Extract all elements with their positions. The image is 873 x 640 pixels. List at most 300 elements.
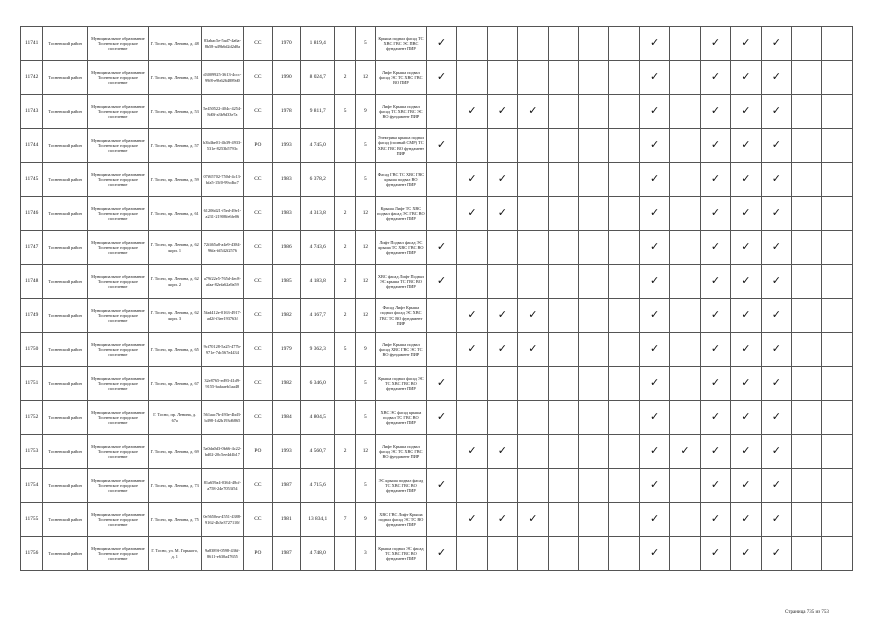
cell-address: Г. Тосно, ул. М. Горького, д. 1 <box>148 537 201 571</box>
cell-municipality: Муниципальное образование Тосненское городское поселение <box>87 299 148 333</box>
cell-check <box>761 367 791 401</box>
cell-check <box>700 401 730 435</box>
cell-works: ХВС ЭС фасад крыша подвал ТС ГВС ВО фундамент ПИР <box>376 401 427 435</box>
cell-municipality: Муниципальное образование Тосненское городское поселение <box>87 197 148 231</box>
cell-check <box>761 163 791 197</box>
cell-address: Г. Тосно, пр. Ленина, д. 73 <box>148 469 201 503</box>
cell-check <box>518 401 548 435</box>
cell-check <box>548 401 578 435</box>
check-mark-icon: ✓ <box>741 343 751 355</box>
cell-check <box>670 537 700 571</box>
cell-area: 1 819,4 <box>301 27 335 61</box>
check-mark-icon: ✓ <box>741 547 751 559</box>
cell-check <box>578 61 608 95</box>
cell-works: Электрика крыша подвал фасад (полный СМР) ТС ХВС ГВС ВО фундамент ПИР <box>376 129 427 163</box>
cell-entrances: 2 <box>335 231 355 265</box>
check-mark-icon: ✓ <box>649 173 660 185</box>
cell-check <box>457 163 487 197</box>
cell-id: 11741 <box>21 27 43 61</box>
cell-check <box>731 503 761 537</box>
cell-check <box>426 401 456 435</box>
cell-check <box>731 95 761 129</box>
cell-check <box>609 503 639 537</box>
table-row <box>21 95 853 129</box>
cell-district: Тосненский район <box>43 469 88 503</box>
check-mark-icon: ✓ <box>771 207 781 219</box>
cell-check <box>731 265 761 299</box>
cell-check <box>822 537 853 571</box>
cell-check <box>700 333 730 367</box>
cell-entrances: 2 <box>335 61 355 95</box>
cell-address: Г. Тосно, пр. Ленина, д. 65 <box>148 333 201 367</box>
cell-address: Г. Тосно, пр. Ленина, д. 51 <box>148 61 201 95</box>
check-mark-icon: ✓ <box>741 71 751 83</box>
cell-check <box>670 299 700 333</box>
cell-check <box>792 163 822 197</box>
cell-year: 1990 <box>272 61 300 95</box>
cell-check <box>822 503 853 537</box>
cell-check <box>578 537 608 571</box>
cell-id: 11742 <box>21 61 43 95</box>
cell-check <box>731 197 761 231</box>
cell-id: 11743 <box>21 95 43 129</box>
check-mark-icon: ✓ <box>497 343 507 355</box>
cell-check <box>670 61 700 95</box>
cell-district: Тосненский район <box>43 231 88 265</box>
cell-year: 1986 <box>272 231 300 265</box>
cell-check <box>822 401 853 435</box>
check-mark-icon: ✓ <box>710 139 721 151</box>
check-mark-icon: ✓ <box>771 479 781 491</box>
table-row <box>21 265 853 299</box>
table-row <box>21 333 853 367</box>
cell-guid: b3b4be01-4b39-4933-531e-8253b5793c <box>201 129 244 163</box>
cell-check <box>792 197 822 231</box>
cell-year: 1983 <box>272 197 300 231</box>
cell-municipality: Муниципальное образование Тосненское городское поселение <box>87 61 148 95</box>
cell-floors: 9 <box>355 503 375 537</box>
cell-check <box>792 333 822 367</box>
cell-guid: 9cf70128-5a25-477b-971e-7dc567e4434 <box>201 333 244 367</box>
check-mark-icon: ✓ <box>649 445 660 457</box>
cell-works: Крыша подвал фасад ТС ХВС ГВС ЭС ПВС фундамент ПИР <box>376 27 427 61</box>
check-mark-icon: ✓ <box>741 275 751 287</box>
cell-year: 1979 <box>272 333 300 367</box>
cell-check <box>731 299 761 333</box>
cell-check <box>792 503 822 537</box>
cell-check <box>639 231 669 265</box>
cell-entrances <box>335 129 355 163</box>
cell-check <box>487 265 517 299</box>
cell-check <box>731 401 761 435</box>
cell-check <box>578 129 608 163</box>
cell-id: 11751 <box>21 367 43 401</box>
cell-works: Крыша подвал ЭС фасад ТС ХВС ГВС ВО фундамент ПИР <box>376 537 427 571</box>
cell-check <box>609 27 639 61</box>
table-row <box>21 163 853 197</box>
cell-check <box>761 265 791 299</box>
cell-check <box>731 333 761 367</box>
cell-district: Тосненский район <box>43 265 88 299</box>
cell-check <box>700 265 730 299</box>
cell-owner: СС <box>244 367 272 401</box>
cell-check <box>700 367 730 401</box>
check-mark-icon: ✓ <box>741 309 751 321</box>
check-mark-icon: ✓ <box>771 377 781 389</box>
cell-check <box>457 299 487 333</box>
cell-guid: 07f65702-750d-4c13-bfa5-15f0-99cdbc7 <box>201 163 244 197</box>
table-row <box>21 537 853 571</box>
cell-check <box>792 129 822 163</box>
cell-check <box>548 129 578 163</box>
cell-check <box>639 435 669 469</box>
cell-entrances: 2 <box>335 435 355 469</box>
cell-municipality: Муниципальное образование Тосненское городское поселение <box>87 231 148 265</box>
cell-area: 4 804,5 <box>301 401 335 435</box>
cell-check <box>700 503 730 537</box>
cell-check <box>731 435 761 469</box>
cell-check <box>731 163 761 197</box>
cell-check <box>792 401 822 435</box>
cell-area: 9 811,7 <box>301 95 335 129</box>
cell-check <box>457 503 487 537</box>
cell-check <box>609 435 639 469</box>
cell-check <box>639 163 669 197</box>
cell-address: Г. Тосно, пр. Ленина, д. 62 корп. 1 <box>148 231 201 265</box>
check-mark-icon: ✓ <box>467 173 477 185</box>
cell-check <box>426 333 456 367</box>
cell-works: Лифт Подвал фасад ЭС крыша ТС ХВС ГВС ВО фундамент ПИР <box>376 231 427 265</box>
cell-check <box>609 469 639 503</box>
cell-municipality: Муниципальное образование Тосненское городское поселение <box>87 129 148 163</box>
cell-check <box>457 129 487 163</box>
cell-check <box>822 367 853 401</box>
cell-owner: СС <box>244 503 272 537</box>
cell-check <box>426 469 456 503</box>
cell-check <box>822 265 853 299</box>
check-mark-icon: ✓ <box>710 513 721 525</box>
check-mark-icon: ✓ <box>436 71 447 83</box>
cell-entrances: 7 <box>335 503 355 537</box>
cell-check <box>731 27 761 61</box>
cell-floors: 3 <box>355 537 375 571</box>
cell-check <box>487 61 517 95</box>
cell-check <box>639 27 669 61</box>
cell-check <box>487 333 517 367</box>
check-mark-icon: ✓ <box>436 275 447 287</box>
cell-floors: 5 <box>355 367 375 401</box>
cell-area: 4 748,0 <box>301 537 335 571</box>
cell-owner: СС <box>244 95 272 129</box>
cell-check <box>578 435 608 469</box>
cell-floors: 5 <box>355 401 375 435</box>
cell-check <box>822 299 853 333</box>
check-mark-icon: ✓ <box>680 445 690 457</box>
cell-check <box>578 197 608 231</box>
check-mark-icon: ✓ <box>771 309 781 321</box>
cell-check <box>518 27 548 61</box>
cell-check <box>700 61 730 95</box>
cell-check <box>426 537 456 571</box>
cell-check <box>792 435 822 469</box>
cell-district: Тосненский район <box>43 503 88 537</box>
cell-owner: РО <box>244 435 272 469</box>
check-mark-icon: ✓ <box>771 275 781 287</box>
cell-check <box>609 537 639 571</box>
check-mark-icon: ✓ <box>649 513 660 525</box>
cell-check <box>822 95 853 129</box>
cell-check <box>548 265 578 299</box>
cell-check <box>548 537 578 571</box>
cell-guid: 83abac5e-5ad7-4a6a-8b58-a49b6d2d2d0a <box>201 27 244 61</box>
cell-id: 11744 <box>21 129 43 163</box>
check-mark-icon: ✓ <box>436 411 447 423</box>
cell-year: 1984 <box>272 401 300 435</box>
cell-owner: РО <box>244 129 272 163</box>
cell-works: Фасад Лифт Крыша подвал фасад ЭС ХВС ГВС ТС ВО фундамент ПИР <box>376 299 427 333</box>
check-mark-icon: ✓ <box>710 479 721 491</box>
cell-check <box>426 163 456 197</box>
cell-guid: 5e450522-404c-4254-8d0f-a3b9d33e7a <box>201 95 244 129</box>
check-mark-icon: ✓ <box>528 513 538 525</box>
check-mark-icon: ✓ <box>436 479 447 491</box>
cell-check <box>731 231 761 265</box>
check-mark-icon: ✓ <box>497 207 507 219</box>
cell-check <box>426 299 456 333</box>
cell-check <box>639 61 669 95</box>
cell-check <box>670 333 700 367</box>
cell-floors: 9 <box>355 333 375 367</box>
cell-guid: 72f465a8-a4e9-4384-96fa-fd542f2576 <box>201 231 244 265</box>
cell-check <box>670 469 700 503</box>
cell-district: Тосненский район <box>43 95 88 129</box>
cell-check <box>761 333 791 367</box>
check-mark-icon: ✓ <box>771 411 781 423</box>
cell-check <box>639 333 669 367</box>
cell-check <box>639 367 669 401</box>
cell-check <box>518 197 548 231</box>
cell-check <box>792 299 822 333</box>
cell-check <box>518 61 548 95</box>
cell-district: Тосненский район <box>43 537 88 571</box>
cell-check <box>487 503 517 537</box>
cell-check <box>518 503 548 537</box>
cell-check <box>670 197 700 231</box>
cell-year: 1987 <box>272 537 300 571</box>
cell-entrances <box>335 469 355 503</box>
cell-check <box>822 231 853 265</box>
check-mark-icon: ✓ <box>497 309 507 321</box>
cell-check <box>487 197 517 231</box>
table-row <box>21 435 853 469</box>
cell-works: Лифт Крыша подвал фасад ТС ХВС ГВС ЭС ВО фундамент ПИР <box>376 95 427 129</box>
check-mark-icon: ✓ <box>710 377 721 389</box>
table-row <box>21 27 853 61</box>
cell-check <box>578 299 608 333</box>
cell-floors: 9 <box>355 95 375 129</box>
cell-address: Г. Тосно, пр. Ленина, д. 69 <box>148 435 201 469</box>
cell-check <box>822 163 853 197</box>
cell-check <box>792 27 822 61</box>
cell-floors: 12 <box>355 265 375 299</box>
cell-id: 11750 <box>21 333 43 367</box>
check-mark-icon: ✓ <box>436 37 447 49</box>
cell-check <box>792 265 822 299</box>
cell-area: 6 346,0 <box>301 367 335 401</box>
cell-check <box>731 469 761 503</box>
check-mark-icon: ✓ <box>649 343 660 355</box>
check-mark-icon: ✓ <box>710 343 721 355</box>
cell-check <box>518 129 548 163</box>
table-row <box>21 469 853 503</box>
check-mark-icon: ✓ <box>741 105 751 117</box>
check-mark-icon: ✓ <box>649 547 660 559</box>
cell-municipality: Муниципальное образование Тосненское городское поселение <box>87 27 148 61</box>
cell-floors: 5 <box>355 469 375 503</box>
cell-owner: СС <box>244 265 272 299</box>
cell-check <box>822 27 853 61</box>
cell-check <box>457 231 487 265</box>
cell-municipality: Муниципальное образование Тосненское городское поселение <box>87 401 148 435</box>
check-mark-icon: ✓ <box>741 241 751 253</box>
cell-check <box>639 401 669 435</box>
cell-check <box>548 299 578 333</box>
check-mark-icon: ✓ <box>528 343 538 355</box>
cell-floors: 12 <box>355 197 375 231</box>
cell-check <box>639 265 669 299</box>
check-mark-icon: ✓ <box>649 309 660 321</box>
cell-entrances: 2 <box>335 299 355 333</box>
cell-check <box>609 163 639 197</box>
cell-area: 4 167,7 <box>301 299 335 333</box>
cell-check <box>457 95 487 129</box>
cell-check <box>792 95 822 129</box>
cell-address: Г. Тосно, пр. Ленина, д. 59 <box>148 163 201 197</box>
cell-check <box>426 27 456 61</box>
cell-check <box>426 435 456 469</box>
cell-check <box>426 95 456 129</box>
cell-check <box>609 197 639 231</box>
cell-check <box>487 469 517 503</box>
cell-check <box>761 27 791 61</box>
cell-check <box>426 367 456 401</box>
cell-check <box>487 129 517 163</box>
check-mark-icon: ✓ <box>649 37 660 49</box>
cell-check <box>700 537 730 571</box>
cell-entrances <box>335 401 355 435</box>
cell-district: Тосненский район <box>43 129 88 163</box>
cell-year: 1970 <box>272 27 300 61</box>
check-mark-icon: ✓ <box>649 71 660 83</box>
cell-check <box>426 231 456 265</box>
cell-district: Тосненский район <box>43 435 88 469</box>
check-mark-icon: ✓ <box>771 71 781 83</box>
cell-works: Крыша Лифт ТС ХВС подвал фасад ЭС ГВС ВО фундамент ПИР <box>376 197 427 231</box>
cell-check <box>700 231 730 265</box>
cell-check <box>457 27 487 61</box>
cell-check <box>518 299 548 333</box>
cell-works: ХВС фасад Лифт Подвал ЭС крыша ТС ГВС ВО фундамент ПИР <box>376 265 427 299</box>
cell-check <box>457 367 487 401</box>
cell-id: 11756 <box>21 537 43 571</box>
cell-district: Тосненский район <box>43 61 88 95</box>
cell-municipality: Муниципальное образование Тосненское городское поселение <box>87 537 148 571</box>
check-mark-icon: ✓ <box>649 377 660 389</box>
cell-check <box>578 95 608 129</box>
cell-check <box>670 163 700 197</box>
cell-id: 11753 <box>21 435 43 469</box>
check-mark-icon: ✓ <box>771 173 781 185</box>
cell-address: Г. Тосно, пр. Ленина, д. 48 <box>148 27 201 61</box>
check-mark-icon: ✓ <box>741 173 751 185</box>
check-mark-icon: ✓ <box>528 105 538 117</box>
cell-entrances <box>335 27 355 61</box>
cell-check <box>639 197 669 231</box>
cell-check <box>487 367 517 401</box>
cell-check <box>487 231 517 265</box>
cell-address: Г. Тосно, пр. Ленина, д. 53 <box>148 95 201 129</box>
cell-owner: СС <box>244 333 272 367</box>
check-mark-icon: ✓ <box>771 343 781 355</box>
cell-year: 1978 <box>272 95 300 129</box>
cell-check <box>578 231 608 265</box>
cell-area: 4 183,8 <box>301 265 335 299</box>
cell-check <box>457 469 487 503</box>
check-mark-icon: ✓ <box>436 377 447 389</box>
cell-check <box>761 95 791 129</box>
cell-entrances <box>335 163 355 197</box>
cell-year: 1987 <box>272 469 300 503</box>
cell-id: 11747 <box>21 231 43 265</box>
cell-owner: СС <box>244 401 272 435</box>
cell-check <box>792 367 822 401</box>
cell-owner: СС <box>244 27 272 61</box>
check-mark-icon: ✓ <box>741 139 751 151</box>
cell-check <box>487 537 517 571</box>
cell-district: Тосненский район <box>43 333 88 367</box>
cell-area: 4 313,8 <box>301 197 335 231</box>
cell-guid: 61206d21-f5ed-49e1-a231-21908fe6fe06 <box>201 197 244 231</box>
cell-works: ХВС ГВС Лифт Крыша подвал фасад ЭС ТС ВО фундамент ПИР <box>376 503 427 537</box>
cell-check <box>609 299 639 333</box>
cell-check <box>518 537 548 571</box>
cell-check <box>731 129 761 163</box>
cell-guid: 561aac7b-493e-4bd3-b498-1d2b193d6865 <box>201 401 244 435</box>
cell-district: Тосненский район <box>43 163 88 197</box>
cell-owner: РО <box>244 537 272 571</box>
cell-check <box>457 333 487 367</box>
cell-check <box>639 95 669 129</box>
cell-id: 11752 <box>21 401 43 435</box>
cell-id: 11748 <box>21 265 43 299</box>
cell-check <box>822 197 853 231</box>
cell-address: Г. Тосно, пр. Ленина, д. 62 корп. 3 <box>148 299 201 333</box>
table-row <box>21 61 853 95</box>
cell-check <box>761 469 791 503</box>
cell-check <box>670 401 700 435</box>
table-row <box>21 197 853 231</box>
cell-year: 1993 <box>272 435 300 469</box>
cell-check <box>609 231 639 265</box>
cell-check <box>700 435 730 469</box>
check-mark-icon: ✓ <box>741 445 751 457</box>
cell-check <box>761 61 791 95</box>
cell-check <box>822 129 853 163</box>
cell-check <box>822 61 853 95</box>
cell-check <box>761 129 791 163</box>
cell-owner: СС <box>244 299 272 333</box>
cell-check <box>761 503 791 537</box>
